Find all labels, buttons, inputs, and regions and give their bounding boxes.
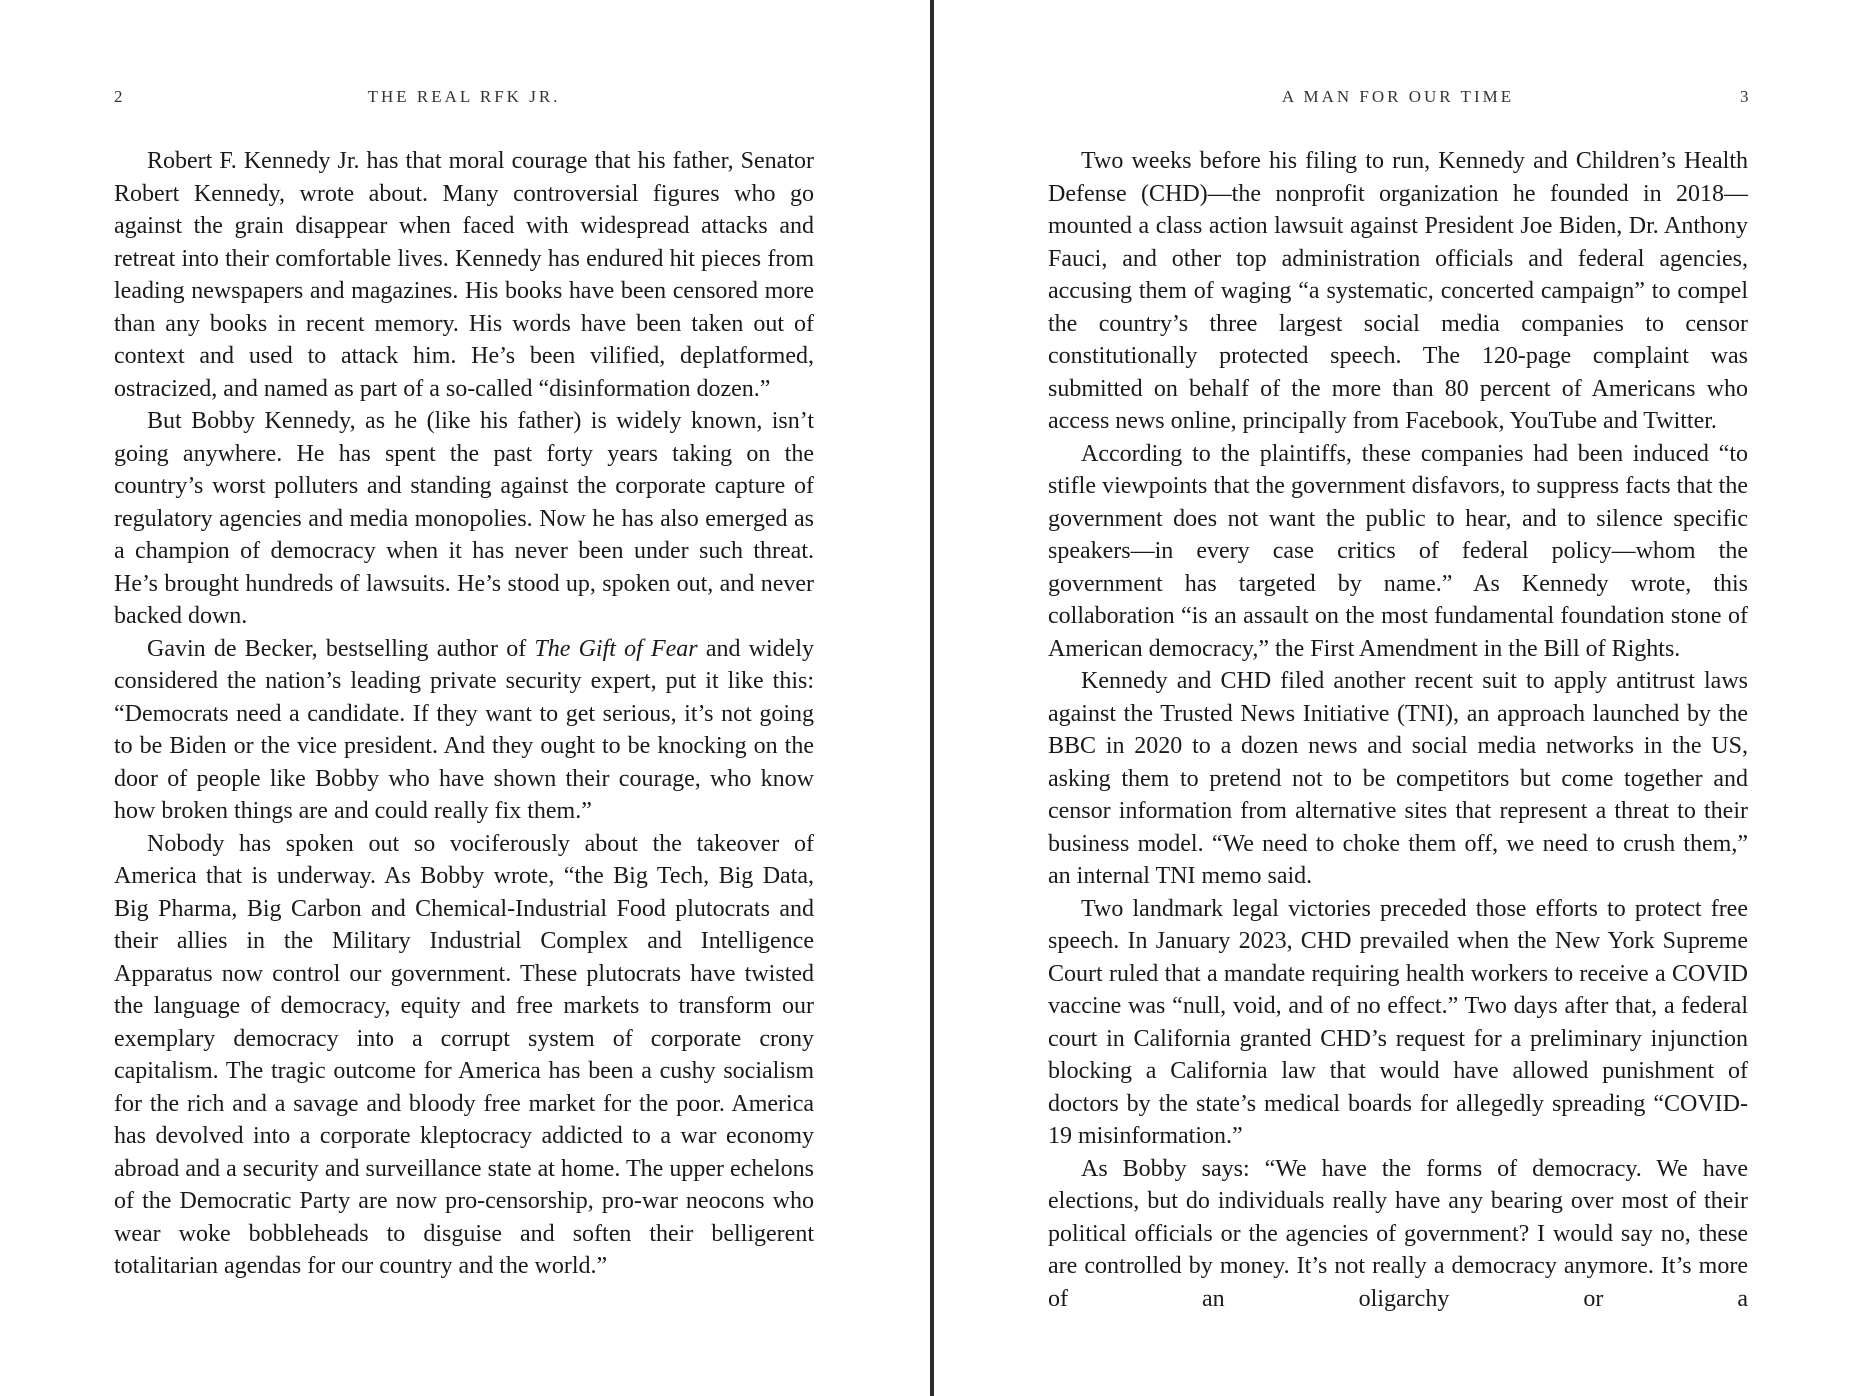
paragraph: Gavin de Becker, bestselling author of The Gift of Fear and widely considered the nation’s leading private security expert, put it like this: “Democrats need a candidate. If they want to get serious, it’s not going to be Biden or the vice president. And they ought to be knocking on the door of people like Bobby who have shown their courage, who know how broken things are and could really fix them.” [114,635,814,824]
paragraph: Two weeks before his filing to run, Kennedy and Children’s Health Defense (CHD)—the nonprofit organization he founded in 2018—mounted a class action lawsuit against President Joe Biden, Dr. Anthony Fauci, and other top administration officials and federal agencies, accusing them of waging “a systematic, concerted campaign” to compel the country’s three largest social media companies to censor constitutionally protected speech. The 120-page complaint was submitted on behalf of the more than 80 percent of Americans who access news online, principally from Facebook, YouTube and Twitter. [1048,148,1748,434]
paragraph: Nobody has spoken out so vociferously about the takeover of America that is underway. As Bobby wrote, “the Big Tech, Big Data, Big Pharma, Big Carbon and Chemical-Industrial Food plutocrats and their allies in the Military Industrial Complex and Intelligence Apparatus now control our government. These plutocrats have twisted the language of democracy, equity and free markets to transform our exemplary democracy into a corrupt system of corporate crony capitalism. The tragic outcome for America has been a cushy socialism for the rich and a savage and bloody free market for the poor. America has devolved into a corporate kleptocracy addicted to a war economy abroad and a security and surveillance state at home. The upper echelons of the Democratic Party are now pro-censorship, pro-war neocons who wear woke bobbleheads to disguise and soften their belligerent totalitarian agendas for our country and the world.” [114,830,814,1279]
paragraph: As Bobby says: “We have the forms of democracy. We have elections, but do individuals really have any bearing over most of their political officials or the agencies of government? I would say no, these are controlled by money. It’s not really a democracy anymore. It’s more of an oligarchy or a [1048,1155,1748,1312]
book-title: The Gift of Fear [534,635,698,662]
running-head: A MAN FOR OUR TIME [1281,87,1515,106]
right-page [934,0,1862,1396]
paragraph: According to the plaintiffs, these companies had been induced “to stifle viewpoints that the government disfavors, to suppress facts that the government does not want the public to hear, and to silence specific speakers—in every case critics of federal policy—whom the government has targeted by name.” As Kennedy wrote, this collaboration “is an assault on the most fundamental foundation stone of American democracy,” the First Amendment in the Bill of Rights. [1048,440,1748,662]
paragraph: Kennedy and CHD filed another recent suit to apply antitrust laws against the Trusted News Initiative (TNI), an approach launched by the BBC in 2020 to a dozen news and social media networks in the US, asking them to pretend not to be competitors but come together and censor information from alternative sites that represent a threat to their business model. “We need to choke them off, we need to crush them,” an internal TNI memo said. [1048,668,1748,889]
paragraph: But Bobby Kennedy, as he (like his father) is widely known, isn’t going anywhere. He has spent the past forty years taking on the country’s worst polluters and standing against the corporate capture of regulatory agencies and media monopolies. Now he has also emerged as a champion of democracy when it has never been under such threat. He’s brought hundreds of lawsuits. He’s stood up, spoken out, and never backed down. [114,408,814,629]
page-number: 3 [1740,87,1749,106]
running-head: THE REAL RFK JR. [367,87,561,106]
left-page [0,0,930,1396]
paragraph: Robert F. Kennedy Jr. has that moral courage that his father, Senator Robert Kennedy, wrote about. Many controversial figures who go against the grain disappear when faced with widespread attacks and retreat into their comfortable lives. Kennedy has endured hit pieces from leading newspapers and magazines. His books have been censored more than any books in recent memory. His words have been taken out of context and used to attack him. He’s been vilified, deplatformed, ostracized, and named as part of a so-called “disinformation dozen.” [114,148,814,402]
page-number: 2 [114,87,123,106]
paragraph: Two landmark legal victories preceded those efforts to protect free speech. In January 2023, CHD prevailed when the New York Supreme Court ruled that a mandate requiring health workers to receive a COVID vaccine was “null, void, and of no effect.” Two days after that, a federal court in California granted CHD’s request for a preliminary injunction blocking a California law that would have allowed punishment of doctors by the state’s medical boards for allegedly spreading “COVID-19 misinformation.” [1048,895,1748,1149]
body-text [1048,145,1748,1315]
body-text [114,145,814,1283]
